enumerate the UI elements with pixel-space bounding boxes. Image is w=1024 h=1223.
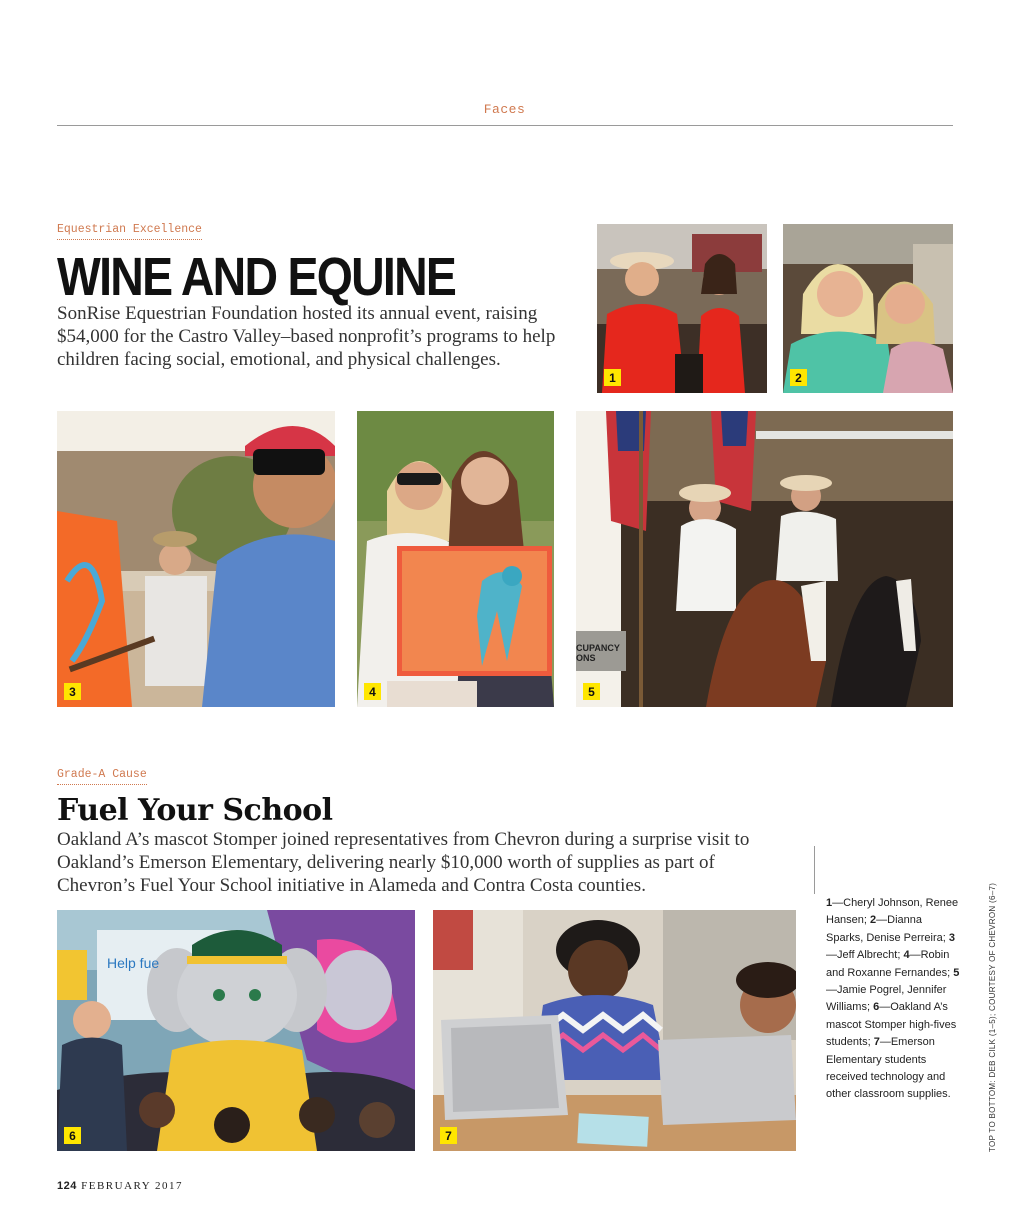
photo-number-badge: 5 [583, 683, 600, 700]
issue-date: FEBRUARY 2017 [81, 1180, 184, 1192]
photo-number-badge: 1 [604, 369, 621, 386]
caption-item: 5—Jamie Pogrel, Jennifer Williams; [826, 966, 960, 1014]
photo-number-badge: 3 [64, 683, 81, 700]
photo-number-badge: 2 [790, 369, 807, 386]
photo-2 [783, 224, 953, 393]
photo-number-badge: 7 [440, 1127, 457, 1144]
photo-7-image [433, 910, 796, 1151]
photo-7 [433, 910, 796, 1151]
story2-title: Fuel Your School [57, 793, 333, 828]
caption-item: 6—Oakland A’s mascot Stomper high-fives students; [826, 1001, 957, 1049]
photo-5-sign: CUPANCY ONS [576, 643, 620, 663]
caption-item: 4—Robin and Roxanne Fernandes; [826, 949, 951, 979]
photo-number-badge: 6 [64, 1127, 81, 1144]
photo-number-badge: 4 [364, 683, 381, 700]
photo-1-image [597, 224, 767, 393]
story2-kicker: Grade-A Cause [57, 768, 147, 785]
photo-2-image [783, 224, 953, 393]
story1-title: WINE AND EQUINE [57, 247, 456, 307]
photo-3 [57, 411, 335, 707]
caption-item: 7—Emerson Elementary students received technology and other classroom supplies. [826, 1036, 951, 1101]
caption-rule [814, 846, 815, 894]
section-label: Faces [483, 102, 526, 117]
folio [57, 1180, 183, 1192]
caption-item: 3—Jeff Albrecht; [826, 931, 956, 962]
story2-dek: Oakland A’s mascot Stomper joined representatives from Chevron during a surprise visit to Oakland’s Emerson Elementary, delivering nearly $10,000 worth of supplies as part of Chevron’s Fuel Your School initiative in Alameda and Contra Costa counties. [57, 829, 750, 896]
photo-6 [57, 910, 415, 1151]
photo-credit: TOP TO BOTTOM: DEB CILK (1–5); COURTESY OF CHEVRON (6–7) [988, 882, 997, 1152]
photo-4-image [357, 411, 554, 707]
photo-4 [357, 411, 554, 707]
caption-item: 1—Cheryl Johnson, Renee Hansen; [826, 897, 959, 927]
photo-6-sign-text: Help fue [107, 955, 160, 971]
photo-5 [576, 411, 953, 707]
header-rule [57, 125, 953, 126]
photo-captions [826, 895, 961, 1104]
story1-dek: SonRise Equestrian Foundation hosted its annual event, raising $54,000 for the Castro Valley–based nonprofit’s programs to help children facing social, emotional, and physical challenges. [57, 303, 556, 370]
photo-5-image [576, 411, 953, 707]
photo-6-image [57, 910, 415, 1151]
photo-3-image [57, 411, 335, 707]
photo-1 [597, 224, 767, 393]
page-number: 124 [57, 1180, 77, 1192]
story1-kicker: Equestrian Excellence [57, 223, 202, 240]
caption-item: 2—Dianna Sparks, Denise Perreira; [826, 914, 946, 944]
